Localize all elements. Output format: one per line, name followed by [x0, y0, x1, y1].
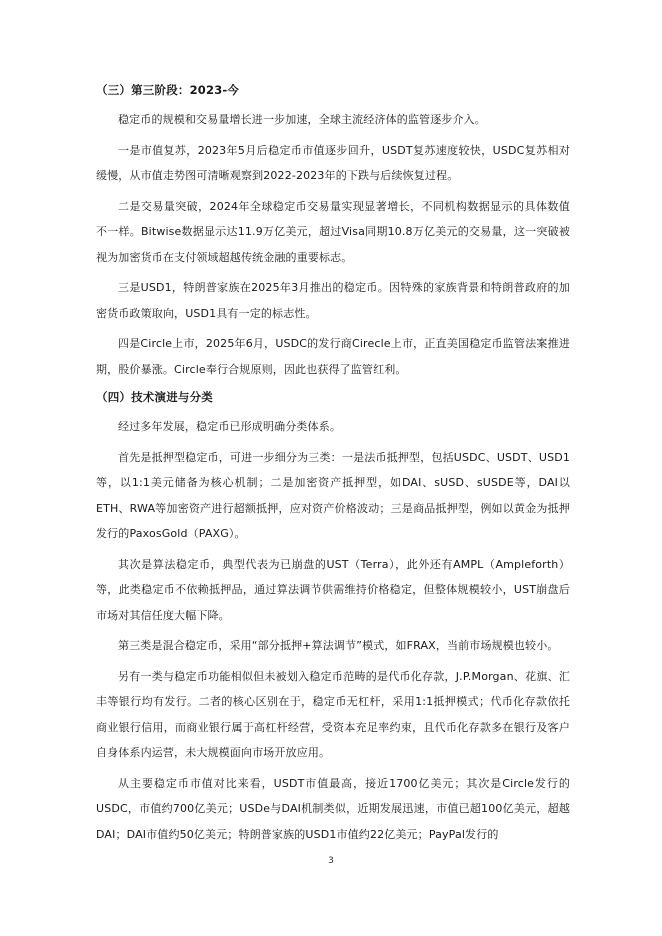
page-number: 3: [328, 856, 334, 866]
paragraph: 四是Circle上市，2025年6月，USDC的发行商Cirecle上市，正直美国稳定币监管法案推进期，股价暴涨。Circle奉行合规原则，因此也获得了监管红利。: [96, 337, 570, 376]
paragraph: 一是市值复苏，2023年5月后稳定币市值逐步回升，USDT复苏速度较快，USDC复苏相对缓慢，从市值走势图可清晰观察到2022-2023年的下跌与后续恢复过程。: [96, 143, 570, 182]
paragraph: 其次是算法稳定币，典型代表为已崩盘的UST（Terra），此外还有AMPL（Ampleforth）等，此类稳定币不依赖抵押品，通过算法调节供需维持价格稳定，但整体规模较小，UST崩盘后市场对其信任度大幅下降。: [96, 557, 570, 622]
section-heading-stage-three: （三）第三阶段：2023-今: [96, 83, 240, 97]
paragraph: 经过多年发展，稳定币已形成明确分类体系。: [118, 420, 341, 433]
paragraph: 第三类是混合稳定币，采用“部分抵押+算法调节”模式，如FRAX，当前市场规模也较小。: [118, 639, 559, 652]
paragraph: 首先是抵押型稳定币，可进一步细分为三类：一是法币抵押型，包括USDC、USDT、USD1等，以1:1美元储备为核心机制；二是加密资产抵押型，如DAI、sUSD、sUSDE等，DAI以ETH、RWA等加密资产进行超额抵押，应对资产价格波动；三是商品抵押型，例如以黄金为抵押发行的PaxosGold（PAXG）。: [96, 450, 570, 540]
paragraph: 稳定币的规模和交易量增长进一步加速，全球主流经济体的监管逐步介入。: [118, 113, 486, 126]
paragraph: 另有一类与稳定币功能相似但未被划入稳定币范畴的是代币化存款，J.P.Morgan、花旗、汇丰等银行均有发行。二者的核心区别在于，稳定币无杠杆，采用1:1抵押模式；代币化存款依托商业银行信用，而商业银行属于高杠杆经营，受资本充足率约束，且代币化存款多在银行及客户自身体系内运营，未大规模面向市场开放应用。: [96, 669, 570, 759]
paragraph: 二是交易量突破，2024年全球稳定币交易量实现显著增长，不同机构数据显示的具体数值不一样。Bitwise数据显示达11.9万亿美元，超过Visa同期10.8万亿美元的交易量，这一突破被视为加密货币在支付领域超越传统金融的重要标志。: [96, 199, 570, 264]
paragraph: 三是USD1，特朗普家族在2025年3月推出的稳定币。因特殊的家族背景和特朗普政府的加密货币政策取向，USD1具有一定的标志性。: [96, 281, 570, 320]
paragraph: 从主要稳定币市值对比来看，USDT市值最高，接近1700亿美元；其次是Circle发行的USDC，市值约700亿美元；USDe与DAI机制类似，近期发展迅速，市值已超100亿美元，超越DAI；DAI市值约50亿美元；特朗普家族的USD1市值约22亿美元；PayPal发行的: [96, 776, 570, 841]
page-content: [96, 80, 570, 852]
section-heading-tech-evolution: （四）技术演进与分类: [96, 390, 213, 404]
